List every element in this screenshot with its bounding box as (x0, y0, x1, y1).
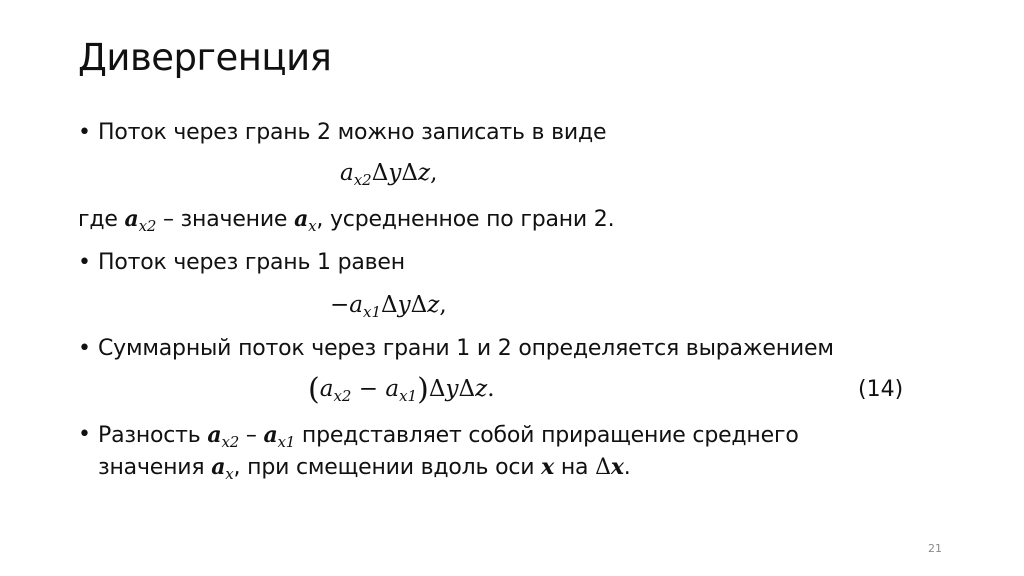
slide-title: Дивергенция (78, 36, 332, 79)
bullet-marker: • (78, 422, 91, 447)
bullet-text-4-continued: значения $a_x$, при смещении вдоль оси x на Δx. (98, 454, 631, 483)
bullet-marker: • (78, 250, 91, 275)
equation-number: (14) (858, 377, 904, 402)
bullet-text-3: Суммарный поток через грани 1 и 2 определяется выражением (98, 336, 834, 361)
bullet-marker: • (78, 336, 91, 361)
explanation-line: где $a_{x2}$ – значение $a_x$, усредненное по грани 2. (78, 206, 615, 235)
formula-flux-face-1: $-a_{x1}\Delta y\Delta z$, (330, 292, 447, 321)
bullet-text-1: Поток через грань 2 можно записать в виде (98, 120, 607, 145)
formula-flux-face-2: $a_{x2}\Delta y\Delta z$, (340, 160, 438, 189)
bullet-marker: • (78, 120, 91, 145)
bullet-text-2: Поток через грань 1 равен (98, 250, 405, 275)
page-number: 21 (928, 542, 942, 555)
bullet-text-4: Разность $a_{x2} - a_{x1}$ представляет собой приращение среднего (98, 422, 799, 451)
formula-total-flux: $(a_{x2} - a_{x1})\Delta y\Delta z$. (308, 372, 495, 407)
